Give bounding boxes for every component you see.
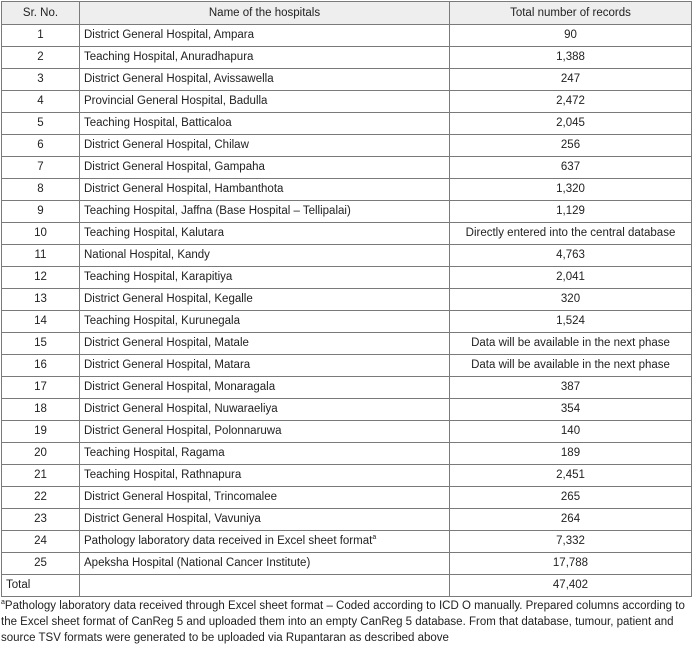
row-total-records: 189 (450, 443, 692, 465)
row-total-records: 264 (450, 509, 692, 531)
row-total-records: Directly entered into the central database (450, 223, 692, 245)
row-sr-no: 5 (2, 113, 80, 135)
footnote-reference: a (372, 534, 377, 542)
row-hospital-name (80, 487, 450, 509)
row-hospital-name (80, 135, 450, 157)
table-row (2, 509, 692, 531)
hospital-name-text: District General Hospital, Monaragala (84, 381, 276, 393)
row-hospital-name (80, 465, 450, 487)
row-sr-no: 17 (2, 377, 80, 399)
hospital-records-table (1, 1, 692, 597)
row-hospital-name (80, 25, 450, 47)
table-row (2, 443, 692, 465)
hospital-name-text: Teaching Hospital, Anuradhapura (84, 51, 254, 63)
row-hospital-name (80, 333, 450, 355)
table-row (2, 47, 692, 69)
table-row (2, 201, 692, 223)
row-hospital-name (80, 201, 450, 223)
row-total-records: 354 (450, 399, 692, 421)
row-total-records: 256 (450, 135, 692, 157)
header-total-records: Total number of records (450, 2, 692, 25)
row-hospital-name (80, 179, 450, 201)
table-row (2, 289, 692, 311)
row-sr-no: 7 (2, 157, 80, 179)
table-header-row (2, 2, 692, 25)
row-hospital-name (80, 443, 450, 465)
hospital-name-text: District General Hospital, Gampaha (84, 161, 265, 173)
hospital-name-text: District General Hospital, Matara (84, 359, 251, 371)
header-hospital-name: Name of the hospitals (80, 2, 450, 25)
row-total-records: 140 (450, 421, 692, 443)
row-total-records: Data will be available in the next phase (450, 333, 692, 355)
row-hospital-name (80, 157, 450, 179)
row-hospital-name (80, 289, 450, 311)
table-row (2, 157, 692, 179)
row-sr-no: 6 (2, 135, 80, 157)
row-hospital-name (80, 267, 450, 289)
hospital-name-text: National Hospital, Kandy (84, 249, 210, 261)
hospital-name-text: Pathology laboratory data received in Excel sheet format (84, 535, 373, 547)
table-row (2, 377, 692, 399)
hospital-name-text: District General Hospital, Chilaw (84, 139, 249, 151)
hospital-name-text: Teaching Hospital, Kalutara (84, 227, 224, 239)
row-total-records: 7,332 (450, 531, 692, 553)
table-row (2, 531, 692, 553)
table-row (2, 311, 692, 333)
table-row (2, 245, 692, 267)
row-sr-no: 3 (2, 69, 80, 91)
row-sr-no: 24 (2, 531, 80, 553)
row-total-records: 1,129 (450, 201, 692, 223)
row-total-records: 2,045 (450, 113, 692, 135)
table-row (2, 91, 692, 113)
hospital-name-text: Teaching Hospital, Batticaloa (84, 117, 232, 129)
row-hospital-name (80, 47, 450, 69)
table-row (2, 399, 692, 421)
footnote-mark: a (1, 599, 5, 607)
table-row (2, 25, 692, 47)
hospital-name-text: District General Hospital, Matale (84, 337, 249, 349)
hospital-name-text: Teaching Hospital, Jaffna (Base Hospital – Tellipalai) (84, 205, 351, 217)
total-empty-cell (80, 575, 450, 597)
row-sr-no: 16 (2, 355, 80, 377)
hospital-name-text: Teaching Hospital, Ragama (84, 447, 225, 459)
hospital-name-text: District General Hospital, Avissawella (84, 73, 274, 85)
table-row (2, 223, 692, 245)
row-total-records: 4,763 (450, 245, 692, 267)
row-sr-no: 14 (2, 311, 80, 333)
row-sr-no: 1 (2, 25, 80, 47)
row-hospital-name (80, 377, 450, 399)
row-total-records: 90 (450, 25, 692, 47)
row-total-records: 2,041 (450, 267, 692, 289)
table-row (2, 179, 692, 201)
row-total-records: 320 (450, 289, 692, 311)
hospital-name-text: Provincial General Hospital, Badulla (84, 95, 268, 107)
hospital-name-text: Teaching Hospital, Kurunegala (84, 315, 240, 327)
row-total-records: 1,388 (450, 47, 692, 69)
total-row (2, 575, 692, 597)
hospital-name-text: District General Hospital, Nuwaraeliya (84, 403, 278, 415)
row-sr-no: 13 (2, 289, 80, 311)
table-row (2, 355, 692, 377)
row-hospital-name (80, 421, 450, 443)
row-total-records: 17,788 (450, 553, 692, 575)
row-hospital-name (80, 553, 450, 575)
row-total-records: Data will be available in the next phase (450, 355, 692, 377)
row-hospital-name (80, 399, 450, 421)
row-sr-no: 18 (2, 399, 80, 421)
hospital-name-text: Teaching Hospital, Rathnapura (84, 469, 242, 481)
row-sr-no: 12 (2, 267, 80, 289)
row-hospital-name (80, 245, 450, 267)
row-total-records: 1,320 (450, 179, 692, 201)
row-sr-no: 19 (2, 421, 80, 443)
row-sr-no: 10 (2, 223, 80, 245)
table-row (2, 487, 692, 509)
row-hospital-name (80, 531, 450, 553)
row-total-records: 387 (450, 377, 692, 399)
table-row (2, 421, 692, 443)
table-body (2, 25, 692, 597)
table-row (2, 267, 692, 289)
row-total-records: 637 (450, 157, 692, 179)
row-sr-no: 9 (2, 201, 80, 223)
row-hospital-name (80, 113, 450, 135)
row-sr-no: 25 (2, 553, 80, 575)
row-sr-no: 20 (2, 443, 80, 465)
table-row (2, 553, 692, 575)
row-sr-no: 22 (2, 487, 80, 509)
header-sr-no: Sr. No. (2, 2, 80, 25)
row-sr-no: 15 (2, 333, 80, 355)
row-total-records: 2,472 (450, 91, 692, 113)
hospital-name-text: District General Hospital, Polonnaruwa (84, 425, 282, 437)
footnote-text: Pathology laboratory data received through Excel sheet format – Coded according to ICD O manually. Prepared columns according to the Excel sheet format of CanReg 5 and uploaded them into an empty CanReg 5 database. From that database, tumour, patient and source TSV formats were generated to be uploaded via Rupantaran as described above (1, 600, 685, 644)
table-row (2, 333, 692, 355)
row-sr-no: 23 (2, 509, 80, 531)
table-row (2, 465, 692, 487)
row-hospital-name (80, 355, 450, 377)
hospital-name-text: Apeksha Hospital (National Cancer Institute) (84, 557, 311, 569)
table-row (2, 113, 692, 135)
table-row (2, 69, 692, 91)
row-hospital-name (80, 91, 450, 113)
hospital-name-text: Teaching Hospital, Karapitiya (84, 271, 233, 283)
row-total-records: 247 (450, 69, 692, 91)
hospital-name-text: District General Hospital, Kegalle (84, 293, 253, 305)
hospital-name-text: District General Hospital, Trincomalee (84, 491, 278, 503)
row-sr-no: 8 (2, 179, 80, 201)
row-hospital-name (80, 509, 450, 531)
hospital-name-text: District General Hospital, Hambanthota (84, 183, 284, 195)
row-sr-no: 2 (2, 47, 80, 69)
row-total-records: 2,451 (450, 465, 692, 487)
row-sr-no: 11 (2, 245, 80, 267)
row-total-records: 1,524 (450, 311, 692, 333)
hospital-name-text: District General Hospital, Vavuniya (84, 513, 261, 525)
row-sr-no: 4 (2, 91, 80, 113)
total-label: Total (2, 575, 80, 597)
row-hospital-name (80, 311, 450, 333)
row-hospital-name (80, 69, 450, 91)
footnote (1, 598, 689, 646)
table-row (2, 135, 692, 157)
row-hospital-name (80, 223, 450, 245)
row-total-records: 265 (450, 487, 692, 509)
total-records: 47,402 (450, 575, 692, 597)
hospital-name-text: District General Hospital, Ampara (84, 29, 255, 41)
row-sr-no: 21 (2, 465, 80, 487)
